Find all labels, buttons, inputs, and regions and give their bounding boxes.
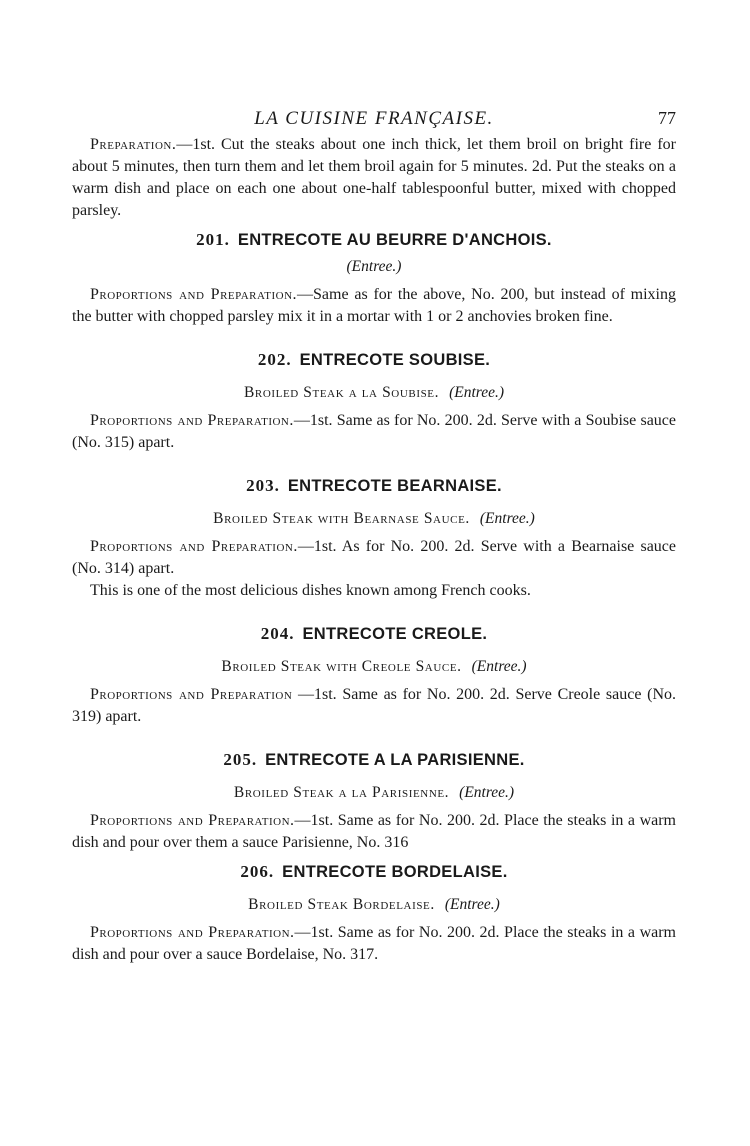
- recipe-course: (Entree.): [449, 384, 505, 401]
- recipe-body: [72, 810, 676, 854]
- recipe-text: —1st. Same as for No. 200. 2d. Serve with a Soubise sauce (No. 315) apart.: [72, 412, 676, 451]
- recipe-text: —Same as for the above, No. 200, but instead of mixing the butter with chopped parsley mix it in a mortar with 1 or 2 anchovies broken fine.: [72, 286, 677, 325]
- recipe-body: [72, 410, 676, 454]
- recipe-subtitle: [72, 384, 676, 402]
- recipe-heading: [72, 350, 676, 370]
- recipe-heading: [72, 750, 676, 770]
- recipe-subtitle-text: Broiled Steak with Creole Sauce.: [221, 658, 462, 675]
- recipe-203: [72, 454, 676, 602]
- recipe-202: [72, 328, 676, 454]
- recipe-heading: [72, 862, 676, 882]
- recipe-text: —1st. Same as for No. 200. 2d. Place the steaks in a warm dish and pour over them a sauce Parisienne, No. 316: [72, 812, 676, 851]
- recipe-course: (Entree.): [479, 510, 535, 527]
- recipe-subtitle-text: Broiled Steak a la Soubise.: [243, 384, 440, 401]
- recipe-number: 206.: [240, 862, 275, 881]
- recipe-label: Proportions and Preparation.: [90, 286, 298, 303]
- recipe-number: 203.: [246, 476, 280, 495]
- recipe-course: (Entree.): [459, 784, 515, 801]
- recipe-subtitle: [72, 658, 676, 676]
- recipe-course: (Entree.): [346, 258, 402, 275]
- recipe-heading: [72, 230, 676, 250]
- recipe-label: Proportions and Preparation.: [90, 538, 298, 555]
- recipe-206: [72, 854, 676, 966]
- recipe-body: [72, 284, 676, 328]
- recipe-title: ENTRECOTE CREOLE.: [302, 625, 488, 643]
- recipe-title: ENTRECOTE BEARNAISE.: [287, 477, 502, 495]
- recipe-text: —1st. As for No. 200. 2d. Serve with a Bearnaise sauce (No. 314) apart.: [72, 538, 676, 577]
- recipe-title: ENTRECOTE SOUBISE.: [299, 351, 491, 369]
- recipe-text: —1st. Same as for No. 200. 2d. Serve Creole sauce (No. 319) apart.: [72, 686, 676, 725]
- intro-paragraph: [72, 134, 676, 222]
- recipe-204: [72, 602, 676, 728]
- recipe-label: Proportions and Preparation.: [90, 812, 295, 829]
- running-title: LA CUISINE FRANÇAISE.: [254, 108, 494, 129]
- recipe-heading: [72, 476, 676, 496]
- recipe-subtitle: [72, 896, 676, 914]
- recipe-subtitle: [72, 784, 676, 802]
- book-page: [72, 104, 676, 966]
- recipe-course: (Entree.): [471, 658, 527, 675]
- recipe-body: [72, 536, 676, 580]
- recipe-text: —1st. Same as for No. 200. 2d. Place the steaks in a warm dish and pour over a sauce Bordelaise, No. 317.: [72, 924, 676, 963]
- intro-text: —1st. Cut the steaks about one inch thick, let them broil on bright fire for about 5 minutes, then turn them and let them broil again for 5 minutes. 2d. Put the steaks on a warm dish and place on each one about one-half tablespoonful butter, mixed with chopped parsley.: [72, 136, 676, 219]
- running-header: [72, 104, 676, 134]
- recipe-label: Proportions and Preparation.: [90, 924, 295, 941]
- recipe-note: This is one of the most delicious dishes known among French cooks.: [90, 582, 531, 599]
- recipe-number: 201.: [196, 230, 230, 249]
- recipe-title: ENTRECOTE A LA PARISIENNE.: [265, 751, 525, 769]
- recipe-205: [72, 728, 676, 854]
- recipe-subtitle-text: Broiled Steak a la Parisienne.: [233, 784, 450, 801]
- recipe-number: 204.: [260, 624, 295, 643]
- recipe-subtitle-text: Broiled Steak with Bearnase Sauce.: [213, 510, 470, 527]
- recipe-course: (Entree.): [444, 896, 500, 913]
- recipe-number: 202.: [257, 350, 292, 369]
- recipe-subtitle: [72, 510, 676, 528]
- intro-label: Preparation.: [90, 136, 177, 153]
- recipe-title: ENTRECOTE BORDELAISE.: [282, 863, 508, 881]
- recipe-body: [72, 684, 676, 728]
- recipe-number: 205.: [223, 750, 258, 769]
- recipe-body: [72, 922, 676, 966]
- recipe-201: [72, 222, 676, 328]
- recipe-subtitle-text: Broiled Steak Bordelaise.: [248, 896, 435, 913]
- recipe-subtitle: [72, 258, 676, 276]
- recipe-label: Proportions and Preparation: [90, 686, 293, 703]
- recipe-label: Proportions and Preparation.: [90, 412, 294, 429]
- recipe-heading: [72, 624, 676, 644]
- page-number: 77: [658, 108, 676, 128]
- recipe-title: ENTRECOTE AU BEURRE D'ANCHOIS.: [237, 231, 552, 249]
